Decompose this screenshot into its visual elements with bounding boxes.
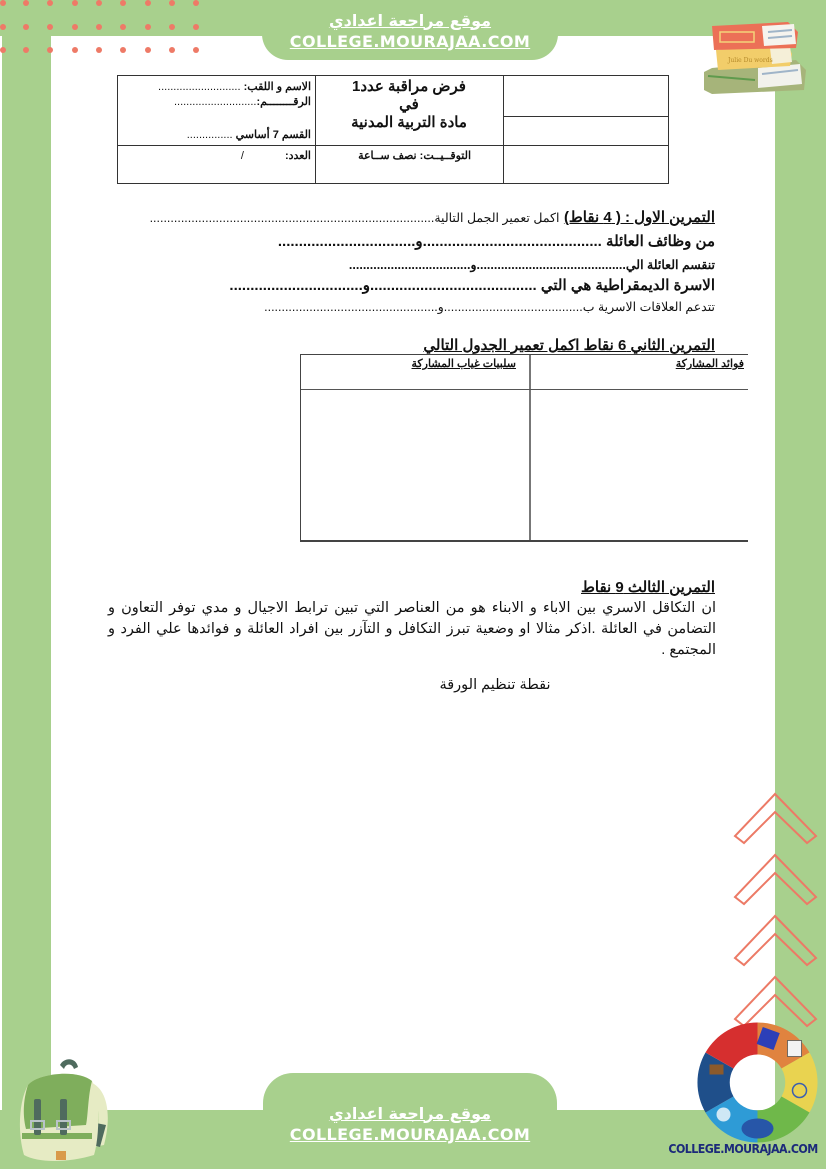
drawbacks-answer-cell[interactable] [301, 391, 529, 540]
exercise2-title: التمرين الثاني 6 نقاط اكمل تعمير الجدول التالي [423, 337, 715, 354]
organization-point-note: نقطة تنظيم الورقة [439, 677, 551, 693]
site-banner-bottom-url[interactable]: COLLEGE.MOURAJAA.COM [289, 1124, 531, 1144]
exercise1-line4[interactable]: تتدعم العلاقات الاسرية ب........................................و.................................................. [264, 300, 715, 314]
dots-pattern-icon [0, 0, 210, 60]
exercise1-line1[interactable]: من وظائف العائلة ...........................................و................................. [277, 233, 715, 250]
column-header-drawbacks: سلبيات غياب المشاركة [411, 358, 516, 370]
site-banner-top-arabic: موقع مراجعة اعدادي [328, 10, 492, 30]
exam-duration: التوقــيــت: نصف ســاعة [358, 150, 471, 162]
score-field[interactable]: العدد: / [240, 150, 311, 162]
exercise1-line3[interactable]: الاسرة الديمقراطية هي التي ........................................و................................ [229, 277, 715, 294]
exercise1-header: التمرين الاول : ( 4 نقاط) اكمل تعمير الجمل التالية.................................................................................. [149, 209, 715, 226]
column-header-benefits: فوائد المشاركة [675, 358, 744, 370]
backpack-icon [8, 1055, 116, 1165]
books-stack-icon [700, 10, 810, 95]
exercise1-title: التمرين الاول : ( 4 نقاط) [563, 209, 715, 226]
student-number-field[interactable]: الرقــــــــم:........................... [173, 96, 311, 108]
site-banner-top-url[interactable]: COLLEGE.MOURAJAA.COM [289, 31, 531, 51]
benefits-answer-cell[interactable] [531, 391, 748, 540]
frame-left-band [2, 36, 51, 1169]
exam-title-line2: في [399, 96, 419, 113]
site-logo-label: COLLEGE.MOURAJAA.COM [668, 1142, 818, 1156]
exam-title-subject: مادة التربية المدنية [351, 114, 467, 131]
student-name-field[interactable]: الاسم و اللقب: ........................... [158, 81, 311, 93]
exercise3-paragraph: ان التكاقل الاسري بين الاباء و الابناء هو من العناصر التي تبين ترابط الاجيال و مدي توفر التعاون و التضامن في العائلة .اذكر مثالا او وضعية تبرز التكافل و التآزر بين افراد العائلة و فوائدها علي الفرد و المجتمع . [108, 600, 716, 658]
site-banner-bottom-arabic: موقع مراجعة اعدادي [328, 1103, 492, 1123]
exercise3-title: التمرين الثالث 9 نقاط [581, 579, 715, 596]
chevron-up-outlines-icon [732, 790, 820, 1035]
student-class-field[interactable]: القسم 7 أساسي ............... [186, 129, 311, 141]
education-wheel-logo-icon [695, 1020, 820, 1145]
exam-title-line1: فرض مراقبة عدد1 [352, 78, 466, 95]
exercise1-instruction: اكمل تعمير الجمل التالية [434, 211, 560, 225]
svg-text:Julie Du words: Julie Du words [728, 57, 773, 64]
site-banner-top[interactable] [262, 0, 558, 60]
exercise1-line2[interactable]: تنقسم العائلة الي...........................................و................................... [348, 258, 715, 272]
exam-title [316, 78, 502, 132]
participation-table [300, 354, 748, 542]
header-table [117, 75, 669, 184]
site-banner-bottom[interactable] [263, 1073, 557, 1169]
